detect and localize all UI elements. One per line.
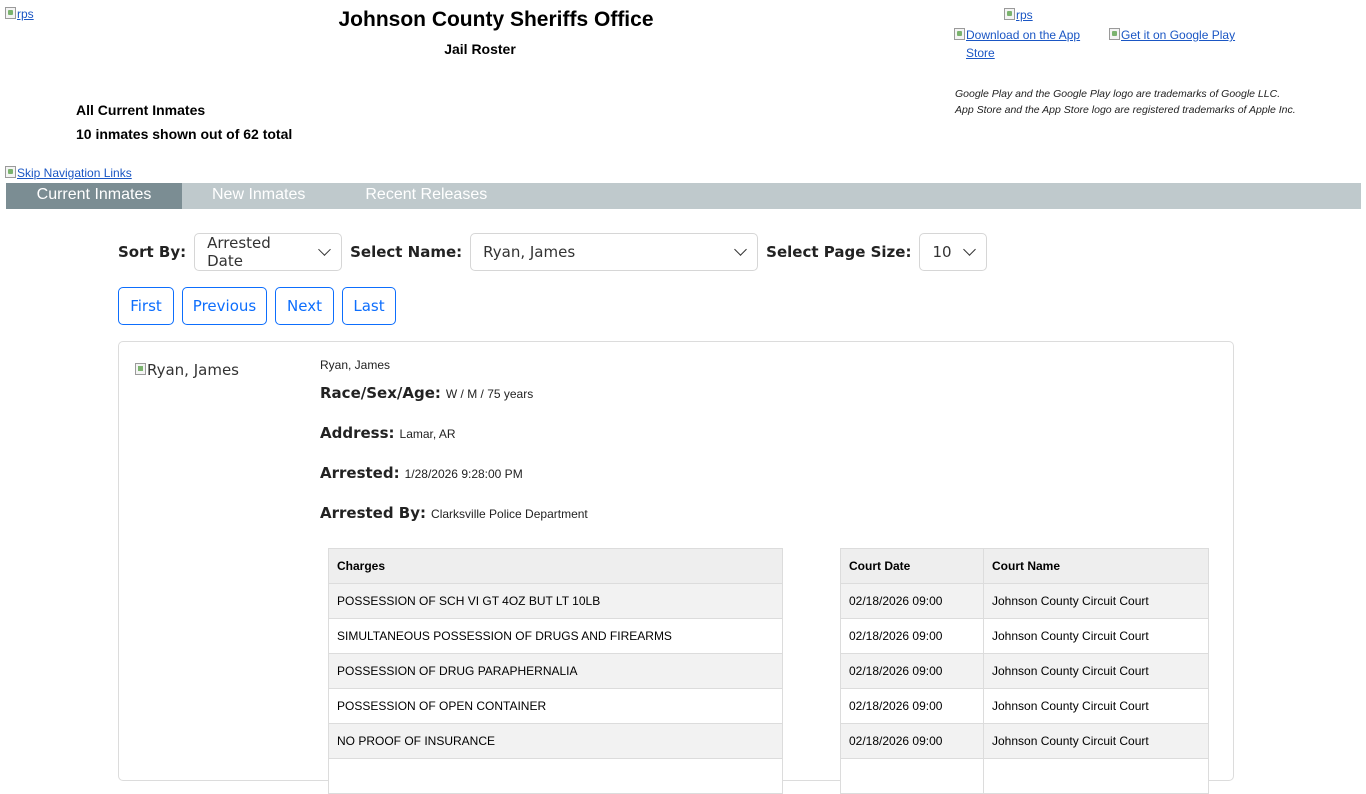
chevron-down-icon [734, 243, 747, 256]
broken-image-icon [1109, 28, 1120, 40]
tab-new-inmates[interactable]: New Inmates [212, 186, 306, 203]
table-row [841, 584, 1209, 619]
first-button[interactable]: First [118, 287, 174, 325]
court-date-cell: 02/18/2026 09:00 [841, 654, 984, 689]
table-row [329, 689, 783, 724]
select-name-value: Ryan, James [483, 243, 576, 261]
table-row [841, 619, 1209, 654]
race-sex-age-field [320, 384, 533, 402]
last-button[interactable]: Last [342, 287, 396, 325]
sort-by-label: Sort By: [118, 243, 187, 261]
broken-image-icon [135, 363, 146, 375]
address-value: Lamar, AR [399, 427, 456, 441]
charge-cell: POSSESSION OF OPEN CONTAINER [329, 689, 783, 724]
page-title: Johnson County Sheriffs Office [338, 8, 654, 31]
summary-count: 10 inmates shown out of 62 total [76, 126, 293, 142]
arrested-by-field [320, 504, 588, 522]
court-date-cell: 02/18/2026 09:00 [841, 689, 984, 724]
race-sex-age-label: Race/Sex/Age: [320, 384, 441, 402]
page-size-label: Select Page Size: [766, 243, 912, 261]
arrested-field [320, 464, 523, 482]
court-date-header: Court Date [841, 549, 984, 584]
address-label: Address: [320, 424, 395, 442]
charges-table [328, 548, 783, 794]
google-play-link[interactable]: Get it on Google Play [1109, 26, 1235, 44]
court-name-cell: Johnson County Circuit Court [984, 724, 1209, 759]
page-size-select[interactable] [919, 233, 987, 271]
charge-cell: SIMULTANEOUS POSSESSION OF DRUGS AND FIREARMS [329, 619, 783, 654]
court-name-cell: Johnson County Circuit Court [984, 619, 1209, 654]
previous-button[interactable]: Previous [182, 287, 267, 325]
trademark-apple: App Store and the App Store logo are registered trademarks of Apple Inc. [955, 104, 1296, 116]
court-name-cell [984, 759, 1209, 794]
inmate-photo: Ryan, James [135, 361, 239, 379]
skip-navigation-link[interactable]: Skip Navigation Links [5, 166, 132, 180]
court-date-cell: 02/18/2026 09:00 [841, 619, 984, 654]
court-name-header: Court Name [984, 549, 1209, 584]
table-row [841, 724, 1209, 759]
summary-title: All Current Inmates [76, 102, 206, 118]
chevron-down-icon [318, 243, 331, 256]
chevron-down-icon [964, 243, 977, 256]
arrested-by-label: Arrested By: [320, 504, 427, 522]
charge-cell [329, 759, 783, 794]
table-row [329, 584, 783, 619]
court-name-cell: Johnson County Circuit Court [984, 654, 1209, 689]
race-sex-age-value: W / M / 75 years [445, 387, 534, 401]
table-row [841, 654, 1209, 689]
table-row [329, 759, 783, 794]
table-row [329, 619, 783, 654]
tab-current-inmates[interactable]: Current Inmates [6, 183, 182, 209]
arrested-label: Arrested: [320, 464, 400, 482]
court-date-cell [841, 759, 984, 794]
court-name-cell: Johnson County Circuit Court [984, 689, 1209, 724]
charge-cell: POSSESSION OF DRUG PARAPHERNALIA [329, 654, 783, 689]
main-nav [6, 183, 1361, 209]
court-table [840, 548, 1209, 794]
trademark-google: Google Play and the Google Play logo are trademarks of Google LLC. [955, 88, 1281, 100]
table-row [841, 689, 1209, 724]
tab-recent-releases[interactable]: Recent Releases [365, 186, 488, 203]
logo-image-left[interactable]: rps [5, 7, 34, 21]
charge-cell: POSSESSION OF SCH VI GT 4OZ BUT LT 10LB [329, 584, 783, 619]
broken-image-icon [5, 166, 16, 178]
charges-header: Charges [329, 549, 783, 584]
inmate-name: Ryan, James [320, 358, 391, 372]
court-date-cell: 02/18/2026 09:00 [841, 724, 984, 759]
sort-by-value: Arrested Date [207, 234, 271, 270]
court-name-cell: Johnson County Circuit Court [984, 584, 1209, 619]
arrested-by-value: Clarksville Police Department [431, 507, 588, 521]
app-store-link[interactable]: Download on the App Store [954, 26, 1094, 62]
select-name-dropdown[interactable] [470, 233, 758, 271]
page-size-value: 10 [932, 243, 952, 261]
logo-image-right[interactable]: rps [1004, 8, 1033, 22]
table-row [329, 654, 783, 689]
filter-controls [118, 233, 995, 271]
select-name-label: Select Name: [350, 243, 463, 261]
page-subtitle: Jail Roster [444, 41, 516, 57]
broken-image-icon [1004, 8, 1015, 20]
address-field [320, 424, 456, 442]
arrested-value: 1/28/2026 9:28:00 PM [404, 467, 523, 481]
charge-cell: NO PROOF OF INSURANCE [329, 724, 783, 759]
broken-image-icon [954, 28, 965, 40]
table-row [841, 759, 1209, 794]
sort-by-select[interactable] [194, 233, 342, 271]
table-row [329, 724, 783, 759]
next-button[interactable]: Next [275, 287, 334, 325]
pagination [118, 287, 404, 325]
court-date-cell: 02/18/2026 09:00 [841, 584, 984, 619]
